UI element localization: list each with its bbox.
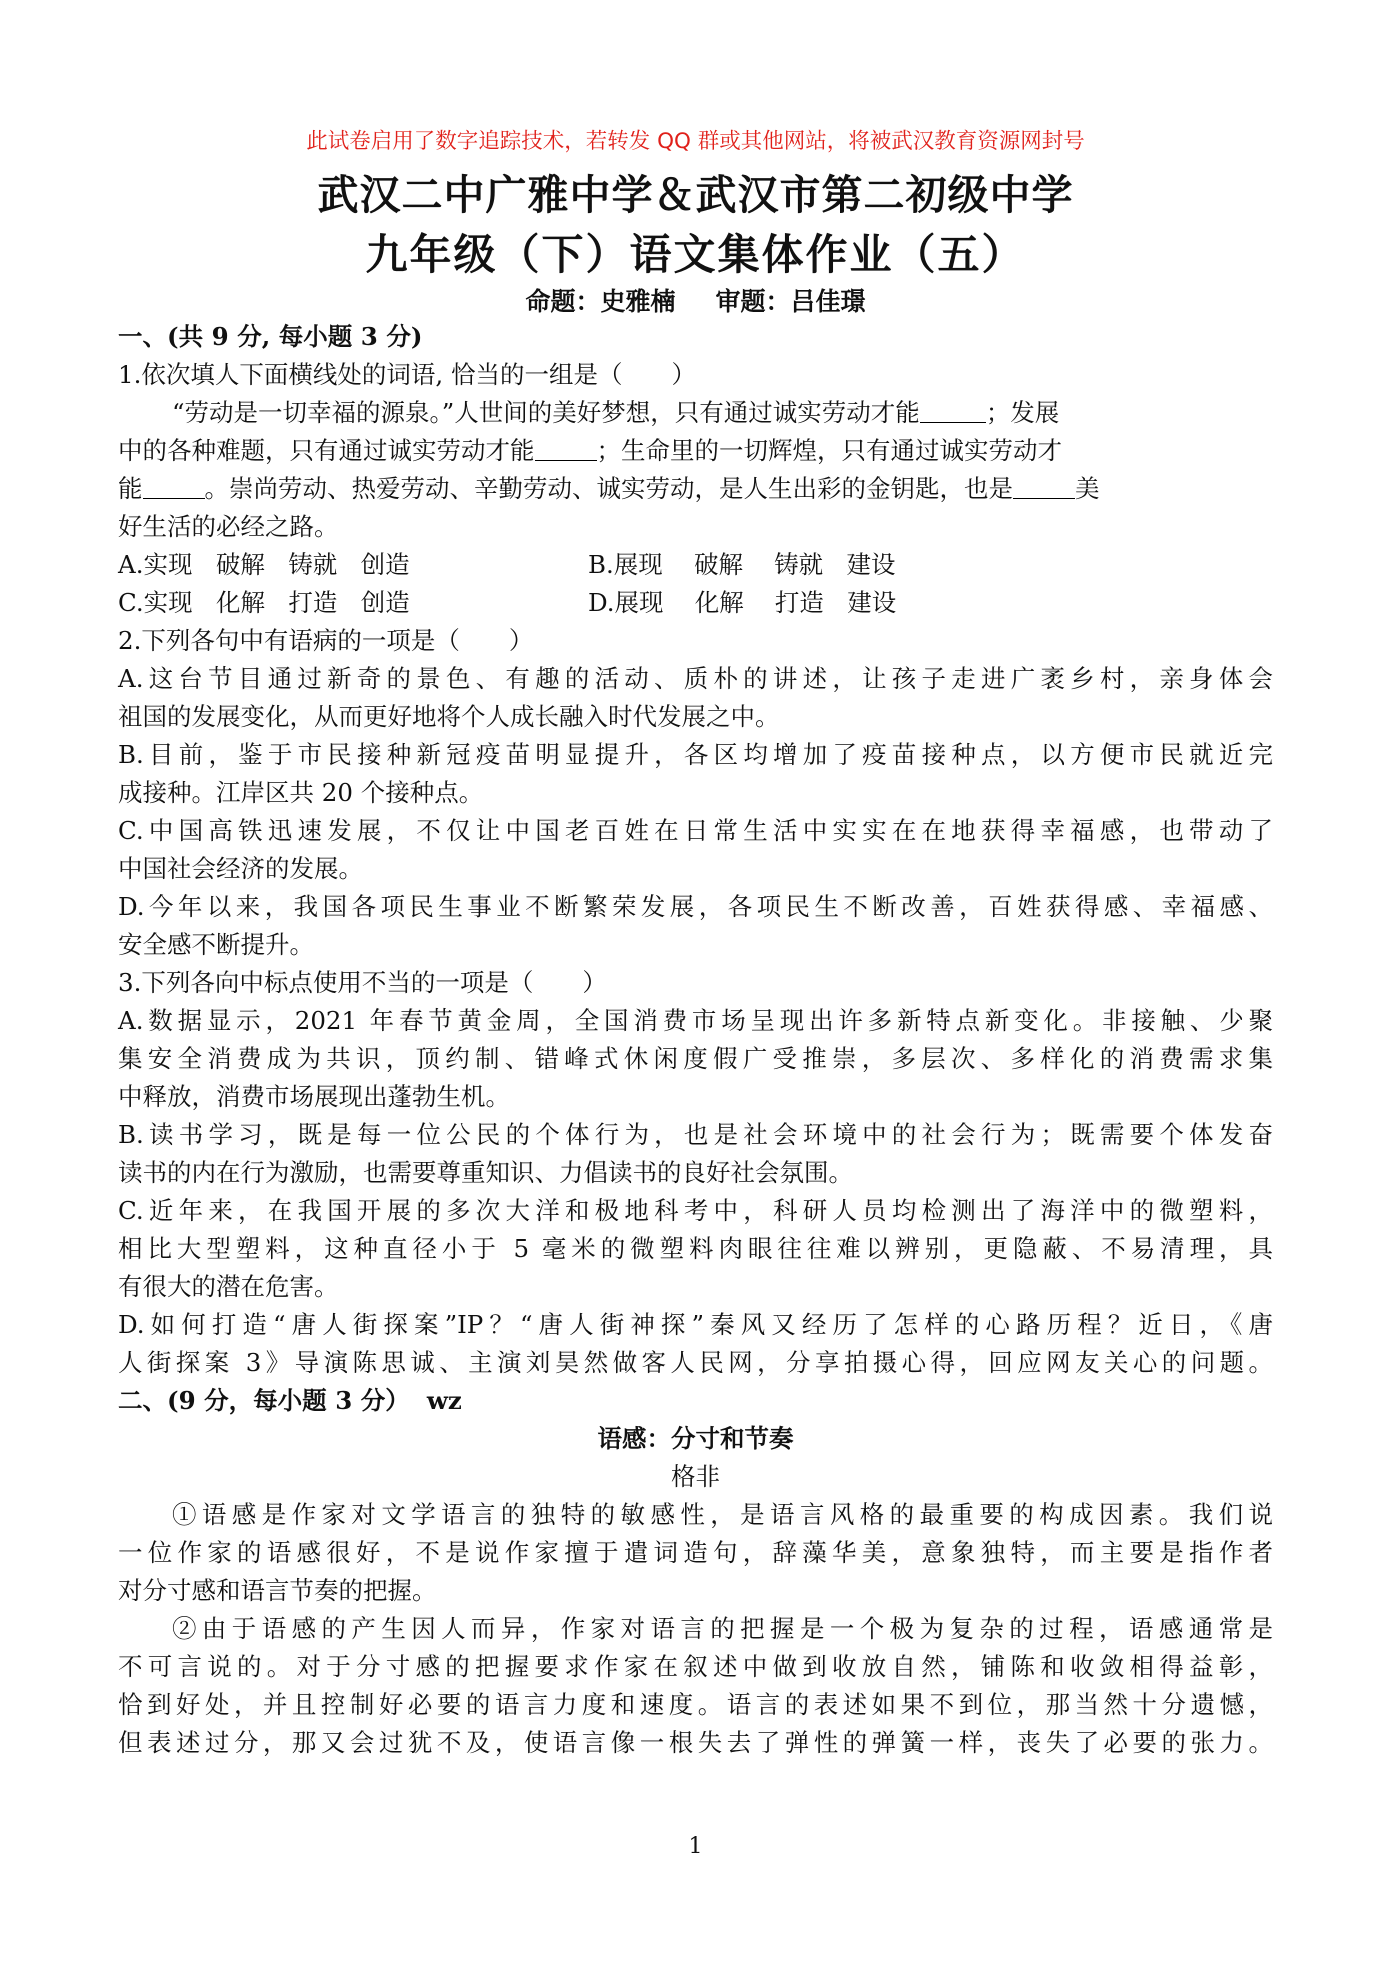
q2-option-b-line1: B.目前，鉴于市民接种新冠疫苗明显提升，各区均增加了疫苗接种点，以方便市民就近完: [118, 740, 1273, 769]
q3-option-a-line3: 中释放，消费市场展现出蓬勃生机。: [118, 1082, 510, 1111]
essay-para2-line1: ②由于语感的产生因人而异，作家对语言的把握是一个极为复杂的过程，语感通常是: [172, 1614, 1273, 1643]
q2-stem: 2.下列各句中有语病的一项是（ ）: [118, 626, 534, 655]
proposer: 命题：史雅楠: [525, 287, 676, 316]
q1-stem: 1.依次填人下面横线处的词语, 恰当的一组是（ ）: [118, 360, 696, 389]
q3-stem: 3.下列各向中标点使用不当的一项是（ ）: [118, 968, 607, 997]
fill-blank-3: [143, 472, 205, 499]
q2-option-b-line2: 成接种。江岸区共 20 个接种点。: [118, 778, 484, 807]
copyright-warning: 此试卷启用了数字追踪技术，若转发 QQ 群或其他网站，将被武汉教育资源网封号: [306, 129, 1085, 154]
page-number: 1: [688, 1834, 703, 1859]
fill-blank-1: [920, 396, 986, 423]
q2-option-a-line2: 祖国的发展变化，从而更好地将个人成长融入时代发展之中。: [118, 702, 780, 731]
essay-author: 格非: [671, 1462, 720, 1491]
authors-line: [118, 282, 1273, 318]
essay-para1-line3: 对分寸感和语言节奏的把握。: [118, 1576, 437, 1605]
q3-option-c-line2: 相比大型塑料，这种直径小于 5 毫米的微塑料肉眼往往难以辨别，更隐蔽、不易清理，具: [118, 1234, 1273, 1263]
fill-blank-4: [1013, 472, 1075, 499]
q2-option-a-line1: A.这台节目通过新奇的景色、有趣的活动、质朴的讲述，让孩子走进广袤乡村，亲身体会: [118, 664, 1273, 693]
q2-option-c-line1: C.中国高铁迅速发展，不仅让中国老百姓在日常生活中实实在在地获得幸福感，也带动了: [118, 816, 1273, 845]
section2-mark: wz: [426, 1386, 462, 1415]
q1-option-a: A.实现 破解 铸就 创造: [118, 550, 410, 579]
exam-title: 九年级（下）语文集体作业（五）: [365, 230, 1026, 279]
q2-option-d-line1: D.今年以来，我国各项民生事业不断繁荣发展，各项民生不断改善，百姓获得感、幸福感、: [118, 892, 1273, 921]
section1-heading: 一、(共 9 分, 每小题 3 分): [118, 322, 423, 351]
q3-option-d-line2: 人街探案 3》导演陈思诚、主演刘昊然做客人民网，分享拍摄心得，回应网友关心的问题。: [118, 1348, 1273, 1377]
q3-option-b-line2: 读书的内在行为激励，也需要尊重知识、力倡读书的良好社会氛围。: [118, 1158, 853, 1187]
q1-passage-line4: 好生活的必经之路。: [118, 512, 339, 541]
q1-options-row1: [118, 546, 1273, 584]
q3-option-d-line1: D.如何打造“唐人街探案”IP？“唐人街神探”秦风又经历了怎样的心路历程？近日，《唐: [118, 1310, 1273, 1339]
fill-blank-2: [535, 434, 597, 461]
q1-passage-line1: “劳动是一切幸福的源泉。”人世间的美好梦想，只有通过诚实劳动才能 ；发展: [172, 398, 1060, 427]
q3-option-a-line2: 集安全消费成为共识，顶约制、错峰式休闲度假广受推崇，多层次、多样化的消费需求集: [118, 1044, 1273, 1073]
essay-title: 语感：分寸和节奏: [597, 1424, 794, 1453]
q1-options-row2: [118, 584, 1273, 622]
q3-option-c-line1: C.近年来，在我国开展的多次大洋和极地科考中，科研人员均检测出了海洋中的微塑料，: [118, 1196, 1273, 1225]
q1-passage-line2: 中的各种难题，只有通过诚实劳动才能 ；生命里的一切辉煌，只有通过诚实劳动才: [118, 436, 1062, 465]
essay-para1-line2: 一位作家的语感很好，不是说作家擅于遣词造句，辞藻华美，意象独特，而主要是指作者: [118, 1538, 1273, 1567]
q1-option-b: B.展现 破解 铸就 建设: [588, 550, 896, 579]
q3-option-a-line1: A.数据显示，2021 年春节黄金周，全国消费市场呈现出许多新特点新变化。非接触、少聚: [118, 1006, 1273, 1035]
school-title: 武汉二中广雅中学＆武汉市第二初级中学: [317, 171, 1074, 219]
q3-option-b-line1: B.读书学习，既是每一位公民的个体行为，也是社会环境中的社会行为；既需要个体发奋: [118, 1120, 1273, 1149]
essay-para2-line4: 但表述过分，那又会过犹不及，使语言像一根失去了弹性的弹簧一样，丧失了必要的张力。: [118, 1728, 1273, 1757]
q2-option-d-line2: 安全感不断提升。: [118, 930, 314, 959]
reviewer: 审题：吕佳璟: [715, 287, 866, 316]
q1-option-d: D.展现 化解 打造 建设: [588, 588, 897, 617]
essay-para2-line2: 不可言说的。对于分寸感的把握要求作家在叙述中做到收放自然，铺陈和收敛相得益彰，: [118, 1652, 1273, 1681]
essay-para1-line1: ①语感是作家对文学语言的独特的敏感性，是语言风格的最重要的构成因素。我们说: [172, 1500, 1273, 1529]
q2-option-c-line2: 中国社会经济的发展。: [118, 854, 363, 883]
q3-option-c-line3: 有很大的潜在危害。: [118, 1272, 339, 1301]
section2-heading: 二、(9 分，每小题 3 分） wz: [118, 1386, 462, 1415]
q1-option-c: C.实现 化解 打造 创造: [118, 588, 410, 617]
essay-para2-line3: 恰到好处，并且控制好必要的语言力度和速度。语言的表述如果不到位，那当然十分遗憾，: [118, 1690, 1273, 1719]
exam-body: [118, 318, 1273, 1762]
q1-passage-line3: 能 。崇尚劳动、热爱劳动、辛勤劳动、诚实劳动，是人生出彩的金钥匙，也是 美: [118, 474, 1100, 503]
